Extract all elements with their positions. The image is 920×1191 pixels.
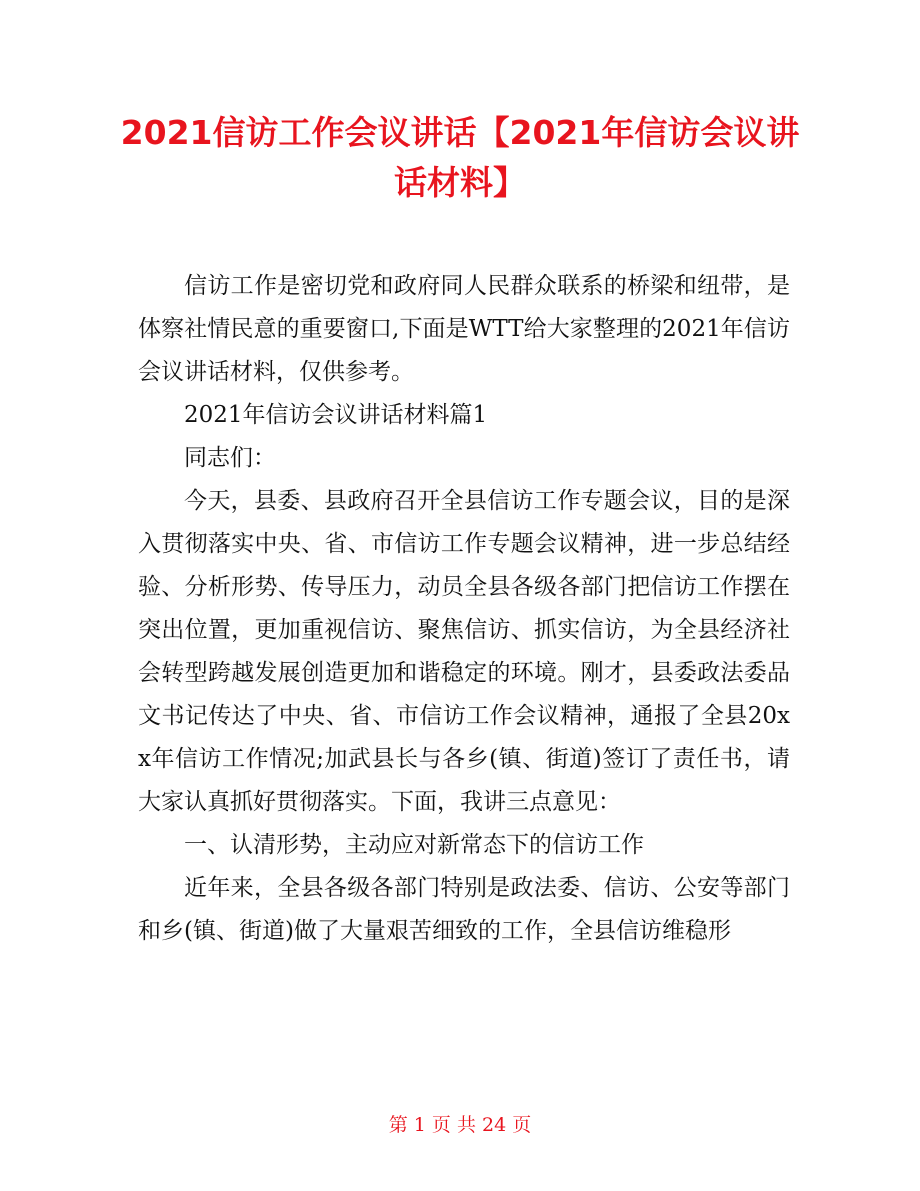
- paragraph-intro: 信访工作是密切党和政府同人民群众联系的桥梁和纽带，是体察社情民意的重要窗口,下面是WTT给大家整理的2021年信访会议讲话材料，仅供参考。: [138, 273, 790, 385]
- paragraph-salutation: 同志们：: [184, 445, 276, 471]
- document-body: [138, 265, 790, 953]
- paragraph-point-one-body: 近年来，全县各级各部门特别是政法委、信访、公安等部门和乡(镇、街道)做了大量艰苦细致的工作，全县信访维稳形: [138, 875, 790, 944]
- paragraph-main: 今天，县委、县政府召开全县信访工作专题会议，目的是深入贯彻落实中央、省、市信访工作专题会议精神，进一步总结经验、分析形势、传导压力，动员全县各级各部门把信访工作摆在突出位置，更加重视信访、聚焦信访、抓实信访，为全县经济社会转型跨越发展创造更加和谐稳定的环境。刚才，县委政法委品文书记传达了中央、省、市信访工作会议精神，通报了全县20xx年信访工作情况;加武县长与各乡(镇、街道)签订了责任书，请大家认真抓好贯彻落实。下面，我讲三点意见：: [138, 488, 790, 815]
- document-title: 2021信访工作会议讲话【2021年信访会议讲话材料】: [120, 113, 800, 202]
- page-number-footer: 第 1 页 共 24 页: [388, 1114, 532, 1136]
- paragraph-point-one-heading: 一、认清形势，主动应对新常态下的信访工作: [184, 832, 644, 858]
- paragraph-section-heading: 2021年信访会议讲话材料篇1: [184, 402, 488, 428]
